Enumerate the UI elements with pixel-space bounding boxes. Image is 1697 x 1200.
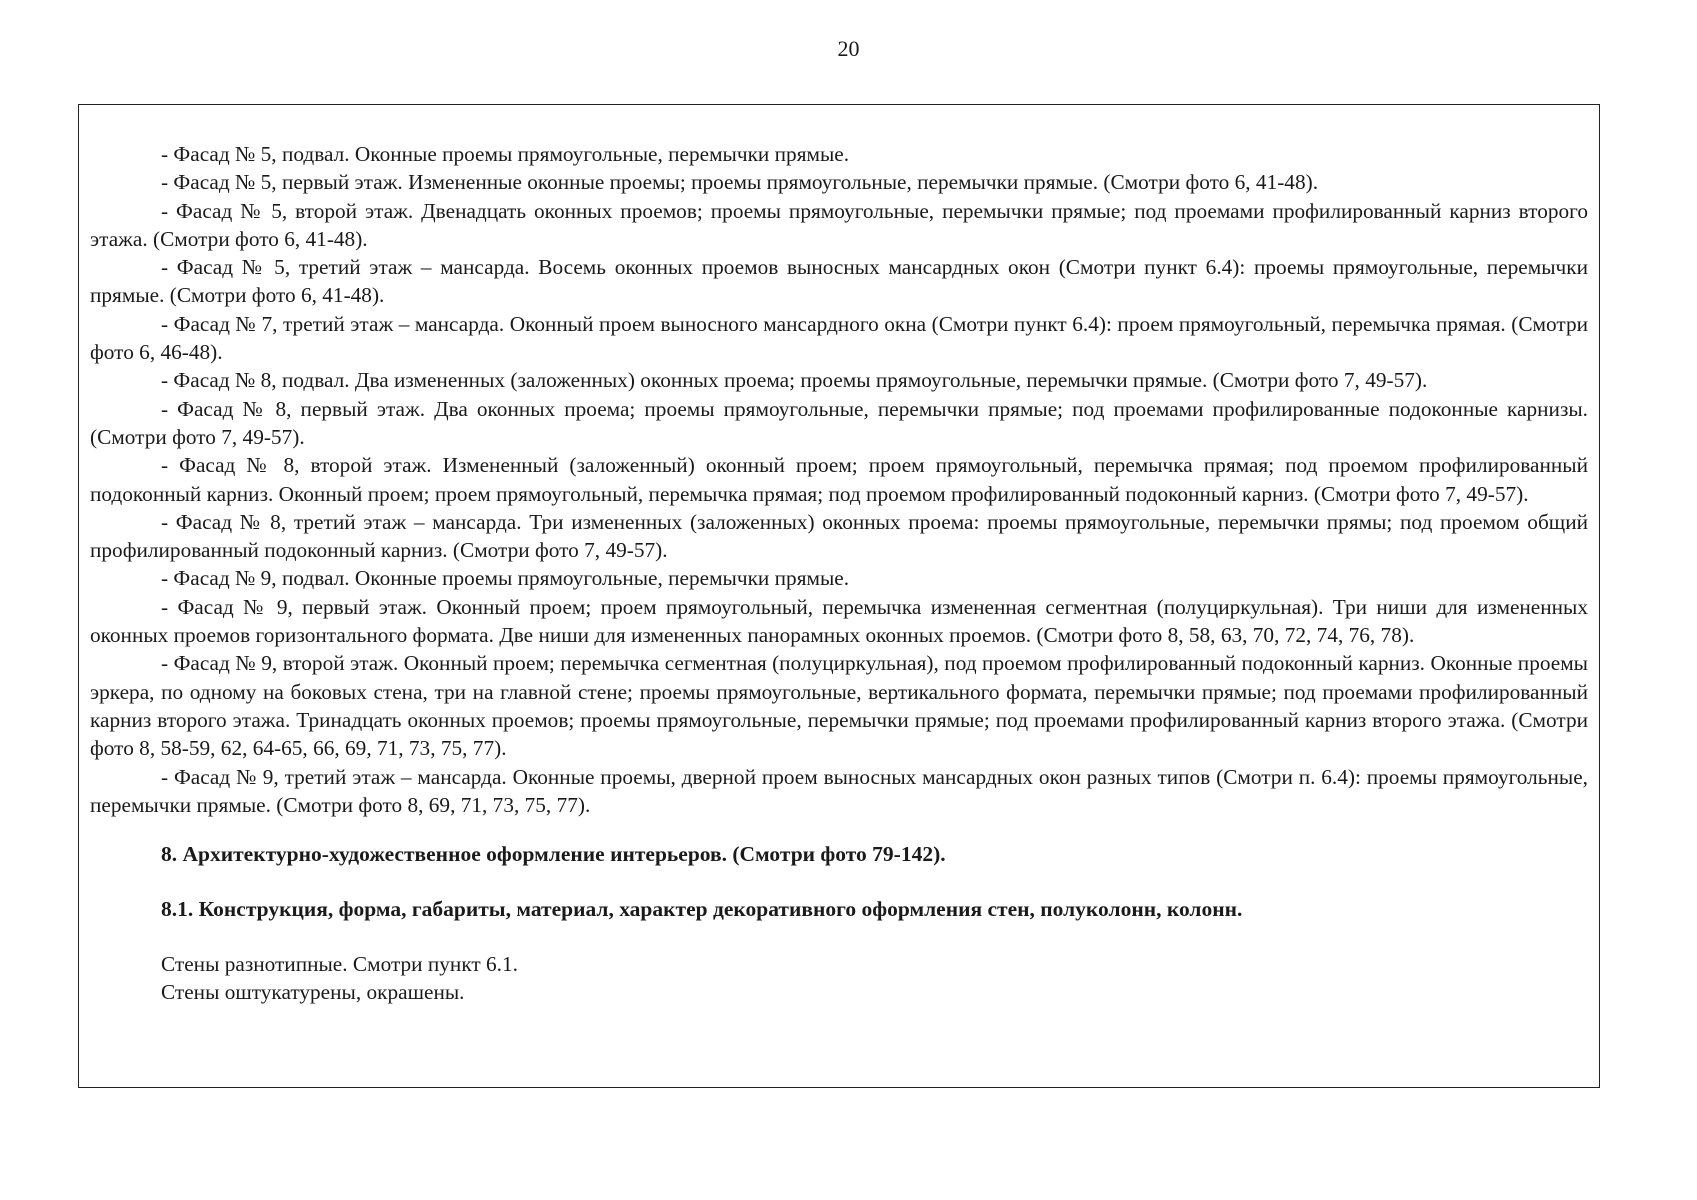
facade-9-first-floor-paragraph: - Фасад № 9, первый этаж. Оконный проем; проем прямоугольный, перемычка измененная сегментная (полуциркульная). Три ниши для измененных оконных проемов горизонтального формата. Две ниши для измененных панорамных оконных проемов. (Смотри фото 8, 58, 63, 70, 72, 74, 76, 78). [90, 594, 1588, 648]
facade-9-second-floor-paragraph: - Фасад № 9, второй этаж. Оконный проем; перемычка сегментная (полуциркульная), под проемом профилированный подоконный карниз. Оконные проемы эркера, по одному на боковых стена, три на главной стене; проемы прямоугольные, вертикального формата, перемычки прямые; под проемами профилированный карниз второго этажа. Тринадцать оконных проемов; проемы прямоугольные, перемычки прямые; под проемами профилированный карниз второго этажа. (Смотри фото 8, 58-59, 62, 64-65, 66, 69, 71, 73, 75, 77). [90, 651, 1588, 761]
facade-8-basement-paragraph: - Фасад № 8, подвал. Два измененных (заложенных) оконных проема; проемы прямоугольные, перемычки прямые. (Смотри фото 7, 49-57). [161, 368, 1428, 393]
facade-5-first-floor-paragraph: - Фасад № 5, первый этаж. Измененные оконные проемы; проемы прямоугольные, перемычки прямые. (Смотри фото 6, 41-48). [161, 170, 1319, 195]
page-number: 20 [837, 36, 860, 61]
facade-9-basement-paragraph: - Фасад № 9, подвал. Оконные проемы прямоугольные, перемычки прямые. [161, 566, 850, 591]
facade-5-second-floor-paragraph: - Фасад № 5, второй этаж. Двенадцать оконных проемов; проемы прямоугольные, перемычки прямые; под проемами профилированный карниз второго этажа. (Смотри фото 6, 41-48). [90, 198, 1588, 251]
facade-8-second-floor-paragraph: - Фасад № 8, второй этаж. Измененный (заложенный) оконный проем; проем прямоугольный, перемычка прямая; под проемом профилированный подоконный карниз. Оконный проем; проем прямоугольный, перемычка прямая; под проемом профилированный подоконный карниз. (Смотри фото 7, 49-57). [90, 453, 1588, 506]
section-heading: 8. Архитектурно-художественное оформление интерьеров. (Смотри фото 79-142). [161, 842, 946, 867]
subsection-heading: 8.1. Конструкция, форма, габариты, материал, характер декоративного оформления стен, полуколонн, колонн. [161, 897, 1243, 922]
facade-7-third-floor-paragraph: - Фасад № 7, третий этаж – мансарда. Оконный проем выносного мансардного окна (Смотри пункт 6.4): проем прямоугольный, перемычка прямая. (Смотри фото 6, 46-48). [90, 311, 1588, 365]
facade-8-third-floor-paragraph: - Фасад № 8, третий этаж – мансарда. Три измененных (заложенных) оконных проема: проемы прямоугольные, перемычки прямы; под проемом общий профилированный подоконный карниз. (Смотри фото 7, 49-57). [90, 509, 1588, 563]
document-content [90, 140, 1588, 1007]
facade-8-first-floor-paragraph: - Фасад № 8, первый этаж. Два оконных проема; проемы прямоугольные, перемычки прямые; под проемами профилированные подоконные карнизы. (Смотри фото 7, 49-57). [90, 396, 1588, 449]
body-line: Стены разнотипные. Смотри пункт 6.1. [161, 952, 518, 977]
facade-5-basement-paragraph: - Фасад № 5, подвал. Оконные проемы прямоугольные, перемычки прямые. [161, 142, 850, 166]
facade-9-third-floor-paragraph: - Фасад № 9, третий этаж – мансарда. Оконные проемы, дверной проем выносных мансардных окон разных типов (Смотри п. 6.4): проемы прямоугольные, перемычки прямые. (Смотри фото 8, 69, 71, 73, 75, 77). [90, 764, 1588, 817]
body-line: Стены оштукатурены, окрашены. [161, 980, 465, 1005]
facade-5-third-floor-paragraph: - Фасад № 5, третий этаж – мансарда. Восемь оконных проемов выносных мансардных окон (Смотри пункт 6.4): проемы прямоугольные, перемычки прямые. (Смотри фото 6, 41-48). [90, 255, 1588, 308]
